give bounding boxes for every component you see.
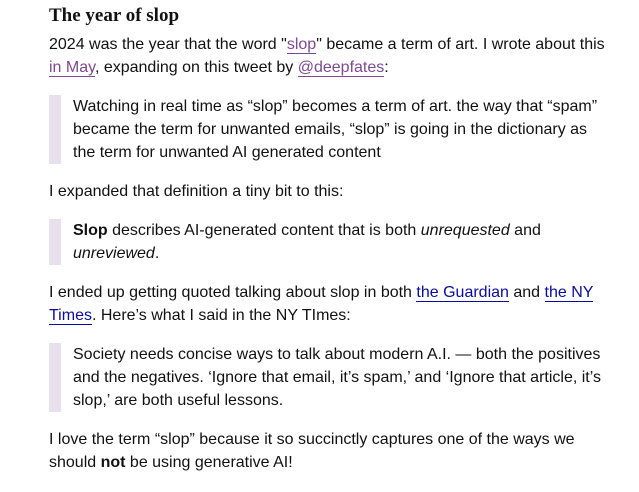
intro-text-4: : <box>384 59 389 76</box>
intro-text-3: , expanding on this tweet by <box>94 59 298 76</box>
definition-term: Slop <box>73 222 108 239</box>
expanded-paragraph: I expanded that definition a tiny bit to this: <box>49 183 344 200</box>
nyt-quote-text: Society needs concise ways to talk about modern A.I. — both the positives and the negatives. ‘Ignore that email, it’s spam,’ and ‘Ignore that article, it’s slop,’ are both useful lessons. <box>73 346 601 409</box>
intro-text-1: 2024 was the year that the word " <box>49 36 287 53</box>
definition-em-unreviewed: unreviewed <box>73 245 155 262</box>
section-heading: The year of slop <box>49 5 180 26</box>
definition-em-unrequested: unrequested <box>420 222 510 239</box>
nyt-quote <box>49 343 609 412</box>
quoted-text-3: . Here’s what I said in the NY TImes: <box>91 307 351 324</box>
guardian-link[interactable]: the Guardian <box>416 284 509 301</box>
closing-text-1: I love the term “slop” because it so succinctly captures one of the ways we should <box>49 431 575 471</box>
quoted-text-2: and <box>508 284 545 301</box>
nyt-link[interactable]: the NY Times <box>49 284 594 324</box>
deepfates-link[interactable]: @deepfates <box>297 59 385 76</box>
quoted-text-1: I ended up getting quoted talking about slop in both <box>49 284 417 301</box>
quoted-paragraph <box>49 281 609 327</box>
definition-text <box>73 219 609 265</box>
definition-quote <box>49 219 609 265</box>
closing-strong-not: not <box>100 454 126 471</box>
definition-text-3: . <box>154 245 160 262</box>
tweet-quote <box>49 95 609 164</box>
slop-link[interactable]: slop <box>286 36 317 53</box>
tweet-quote-text: Watching in real time as “slop” becomes a term of art. the way that “spam” became the term for unwanted emails, “slop” is going in the dictionary as the term for unwanted AI generated content <box>73 98 598 161</box>
intro-paragraph <box>49 33 609 79</box>
in-may-link[interactable]: in May <box>49 59 95 76</box>
intro-text-2: " became a term of art. I wrote about this <box>316 36 605 53</box>
definition-text-2: and <box>509 222 541 239</box>
closing-paragraph <box>49 428 609 474</box>
closing-text-2: be using generative AI! <box>125 454 293 471</box>
definition-text-1: describes AI-generated content that is both <box>107 222 421 239</box>
article-body <box>49 4 609 474</box>
